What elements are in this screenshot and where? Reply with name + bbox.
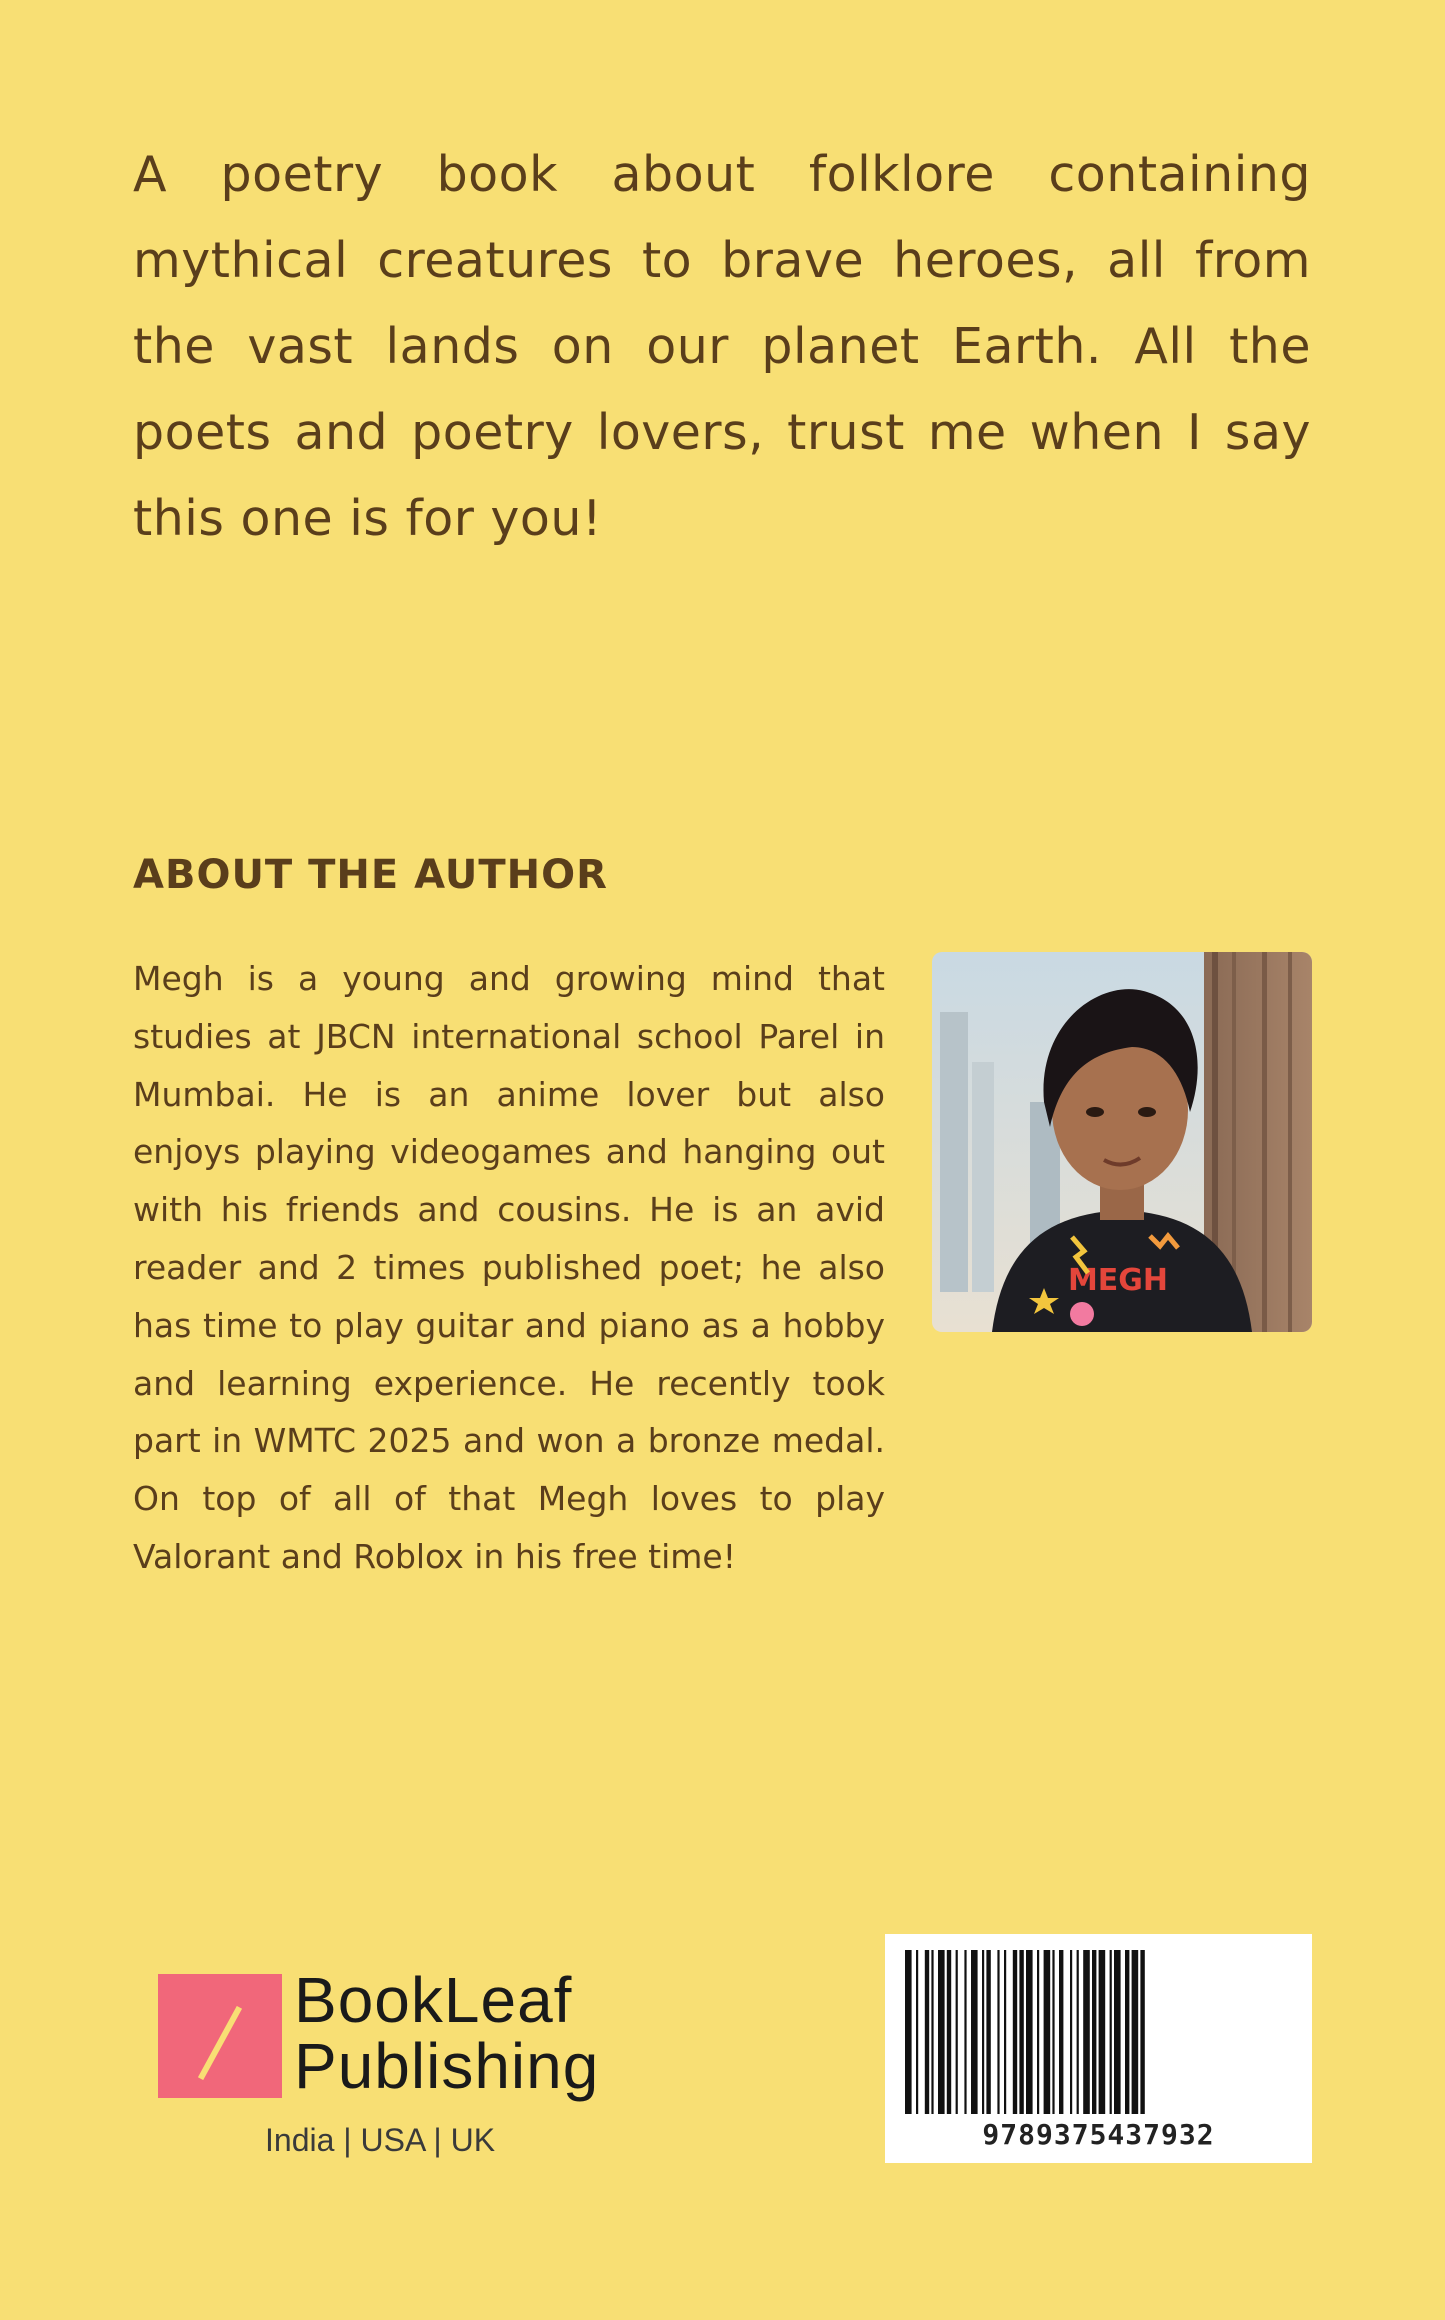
barcode-bar <box>1059 1950 1063 2114</box>
barcode-bar <box>916 1950 918 2114</box>
barcode-bar <box>1099 1950 1106 2114</box>
isbn-barcode <box>885 1934 1312 2163</box>
barcode-bar <box>986 1950 990 2114</box>
barcode-bar <box>964 1950 966 2114</box>
logo-square <box>158 1974 282 2098</box>
barcode-bar <box>1013 1950 1017 2114</box>
slash-icon <box>192 2006 248 2080</box>
barcode-bar <box>1077 1950 1079 2114</box>
barcode-bar <box>971 1950 978 2114</box>
author-photo <box>932 952 1312 1332</box>
barcode-bar <box>1083 1950 1090 2114</box>
barcode-bar <box>1037 1950 1039 2114</box>
barcode-bars <box>901 1950 1296 2114</box>
barcode-bar <box>982 1950 984 2114</box>
barcode-bar <box>1125 1950 1129 2114</box>
barcode-bar <box>925 1950 929 2114</box>
isbn-number: 9789375437932 <box>982 2118 1215 2151</box>
barcode-bar <box>1052 1950 1054 2114</box>
barcode-bar <box>1114 1950 1121 2114</box>
publisher-name-line1: BookLeaf <box>294 1964 573 2036</box>
barcode-bar <box>1004 1950 1006 2114</box>
barcode-bar <box>905 1950 912 2114</box>
shirt-text: MEGH <box>1067 1263 1169 1298</box>
barcode-bar <box>997 1950 999 2114</box>
barcode-bar <box>947 1950 951 2114</box>
barcode-bar <box>956 1950 958 2114</box>
publisher-logo <box>158 1964 618 2168</box>
barcode-bar <box>1110 1950 1112 2114</box>
publisher-locations: India | USA | UK <box>265 2122 496 2158</box>
barcode-bar <box>1026 1950 1033 2114</box>
barcode-bar <box>1140 1950 1144 2114</box>
barcode-bar <box>1019 1950 1023 2114</box>
publisher-name-line2: Publishing <box>294 2030 600 2102</box>
author-bio: Megh is a young and growing mind that studies at JBCN international school Parel in Mumbai. He is an anime lover but also enjoys playing videogames and hanging out with his friends and cousins. He is an avid reader and 2 times published poet; he also has time to play guitar and piano as a hobby and learning experience. He recently took part in WMTC 2025 and won a bronze medal. On top of all of that Megh loves to play Valorant and Roblox in his free time! <box>133 959 885 1576</box>
barcode-bar <box>1092 1950 1096 2114</box>
barcode-bar <box>1070 1950 1072 2114</box>
barcode-bar <box>931 1950 933 2114</box>
about-author-heading: ABOUT THE AUTHOR <box>133 852 608 898</box>
barcode-bar <box>1132 1950 1139 2114</box>
book-blurb: A poetry book about folklore containing mythical creatures to brave heroes, all from the vast lands on our planet Earth. All the poets and poetry lovers, trust me when I say this one is for you! <box>133 146 1311 547</box>
barcode-bar <box>938 1950 945 2114</box>
barcode-bar <box>1044 1950 1051 2114</box>
